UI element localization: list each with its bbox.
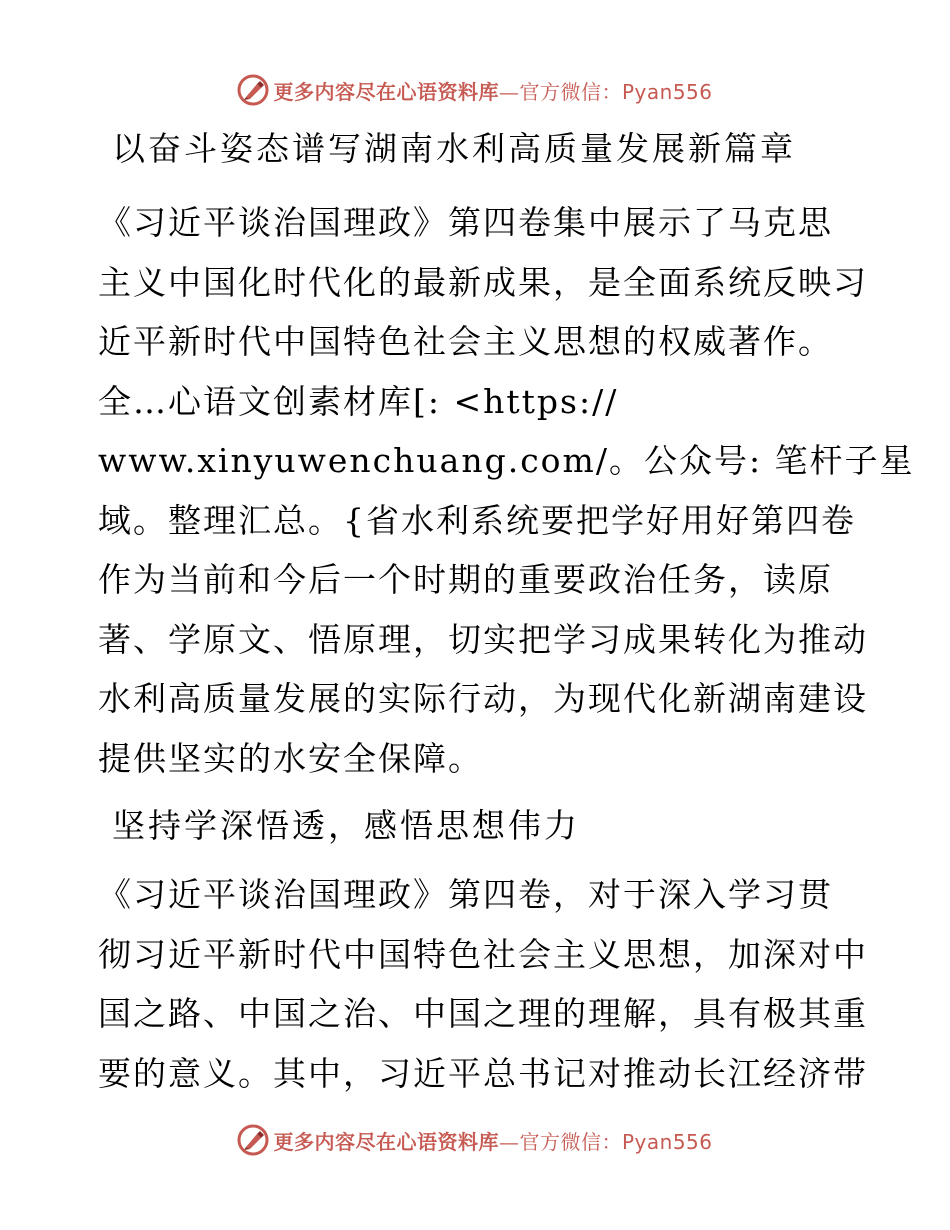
pen-nib-logo-icon	[237, 1124, 269, 1156]
text-line: 彻习近平新时代中国特色社会主义思想，加深对中	[98, 934, 868, 974]
banner-dash: —	[498, 79, 520, 104]
pen-nib-logo-icon	[237, 74, 269, 106]
text-line: 《习近平谈治国理政》第四卷集中展示了马克思	[98, 203, 833, 242]
text-line: www.xinyuwenchuang.com/。公众号: 笔杆子星	[98, 441, 915, 480]
banner-wechat-label: 官方微信：	[519, 79, 622, 104]
text-line: 国之路、中国之治、中国之理的理解，具有极其重	[98, 994, 868, 1033]
text-line: 近平新时代中国特色社会主义思想的权威著作。	[98, 322, 833, 361]
banner-wechat-id: Pyan556	[621, 1129, 713, 1154]
text-line: 提供坚实的水安全保障。	[98, 738, 483, 778]
section-heading: 坚持学深悟透，感悟思想伟力	[112, 806, 580, 845]
text-line: 《习近平谈治国理政》第四卷，对于深入学习贯	[98, 875, 833, 914]
text-line: 水利高质量发展的实际行动，为现代化新湖南建设	[98, 679, 868, 718]
paragraph-2	[98, 865, 868, 1103]
text-line: 作为当前和今后一个时期的重要政治任务，读原	[98, 560, 833, 599]
text-line: 全…心语文创素材库[: <https://	[98, 381, 619, 421]
paragraph-1	[98, 193, 915, 788]
banner-wechat-id: Pyan556	[621, 79, 713, 104]
header-watermark-banner	[0, 70, 950, 110]
footer-watermark-banner	[0, 1120, 950, 1160]
text-line: 著、学原文、悟原理，切实把学习成果转化为推动	[98, 619, 868, 659]
text-line: 要的意义。其中，习近平总书记对推动长江经济带	[98, 1053, 868, 1093]
article-title: 以奋斗姿态谱写湖南水利高质量发展新篇章	[112, 129, 796, 168]
banner-site-name: 更多内容尽在心语资料库	[273, 79, 499, 104]
banner-text	[273, 76, 712, 105]
banner-site-name: 更多内容尽在心语资料库	[273, 1129, 499, 1154]
text-line: 域。整理汇总。{省水利系统要把学好用好第四卷	[98, 500, 856, 540]
banner-wechat-label: 官方微信：	[519, 1129, 622, 1154]
text-line: 主义中国化时代化的最新成果，是全面系统反映习	[98, 262, 868, 302]
banner-dash: —	[498, 1129, 520, 1154]
banner-text	[273, 1126, 712, 1155]
